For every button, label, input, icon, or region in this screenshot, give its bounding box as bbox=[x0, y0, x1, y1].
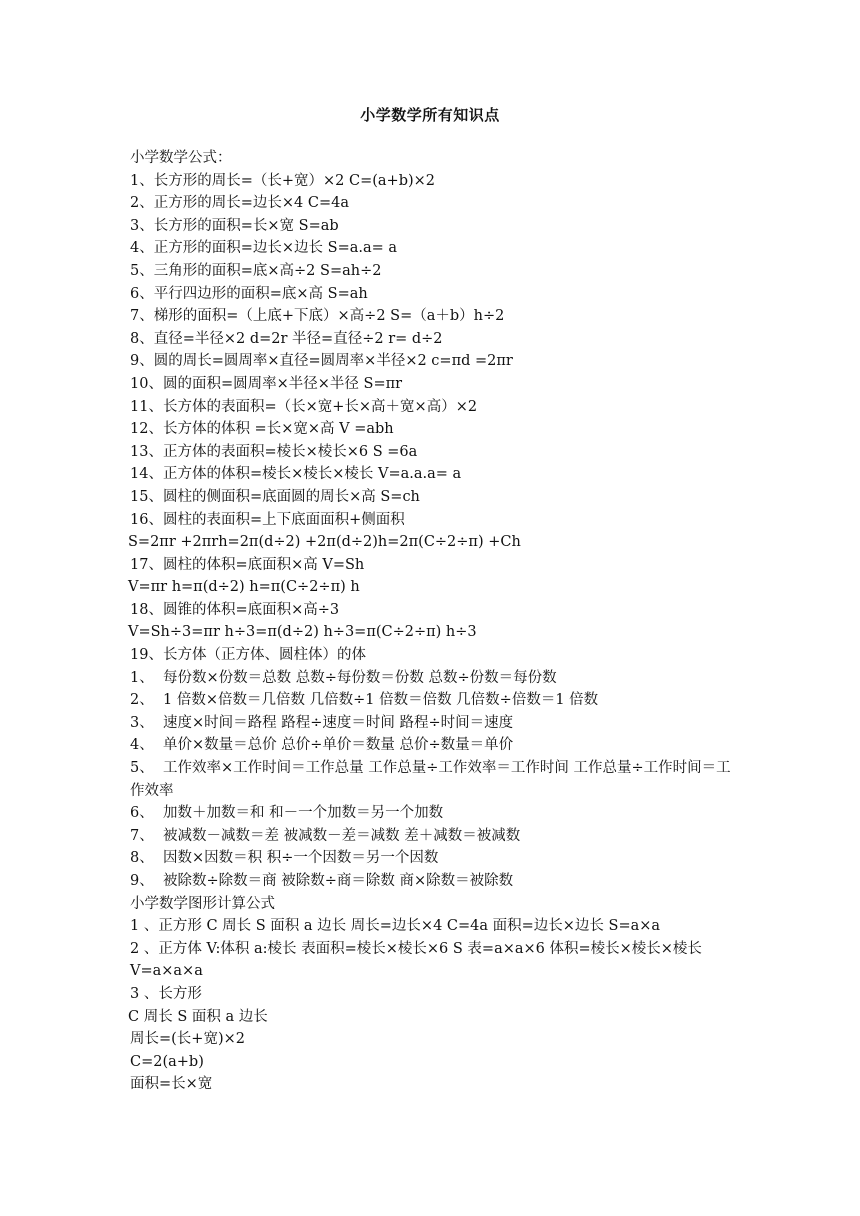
text-line: 2、正方形的周长=边长×4 C=4a bbox=[130, 195, 349, 212]
text-line: 19、长方体（正方体、圆柱体）的体 bbox=[130, 647, 366, 664]
relation-line bbox=[130, 870, 735, 893]
text-line: 2 、正方体 V:体积 a:棱长 表面积=棱长×棱长×6 S 表=a×a×6 体积=棱长×棱长×棱长 V=a×a×a bbox=[130, 940, 702, 980]
relation-text: 每份数×份数＝总数 总数÷每份数＝份数 总数÷份数＝每份数 bbox=[163, 669, 557, 686]
text-line: 13、正方体的表面积=棱长×棱长×6 S =6a bbox=[130, 443, 418, 460]
page-title: 小学数学所有知识点 bbox=[360, 106, 500, 124]
text-line: S=2πr +2πrh=2π(d÷2) +2π(d÷2)h=2π(C÷2÷π) +Ch bbox=[128, 534, 521, 551]
text-line: C 周长 S 面积 a 边长 bbox=[128, 1008, 268, 1025]
relation-text: 1 倍数×倍数＝几倍数 几倍数÷1 倍数＝倍数 几倍数÷倍数＝1 倍数 bbox=[163, 692, 599, 709]
text-line: 10、圆的面积=圆周率×半径×半径 S=πr bbox=[130, 375, 403, 392]
text-line: V=Sh÷3=πr h÷3=π(d÷2) h÷3=π(C÷2÷π) h÷3 bbox=[128, 624, 477, 641]
relation-line bbox=[130, 825, 735, 848]
relation-text: 因数×因数＝积 积÷一个因数＝另一个因数 bbox=[163, 850, 439, 867]
relation-number: 9、 bbox=[130, 873, 154, 889]
text-line: V=πr h=π(d÷2) h=π(C÷2÷π) h bbox=[128, 579, 360, 596]
text-line: 7、梯形的面积=（上底+下底）×高÷2 S=（a＋b）h÷2 bbox=[130, 308, 505, 325]
text-line: 16、圆柱的表面积=上下底面面积+侧面积 bbox=[130, 511, 405, 528]
relation-line bbox=[130, 689, 735, 712]
relation-text: 被除数÷除数＝商 被除数÷商＝除数 商×除数＝被除数 bbox=[163, 873, 514, 889]
text-line: 小学数学图形计算公式 bbox=[130, 895, 275, 912]
text-line: 6、平行四边形的面积=底×高 S=ah bbox=[130, 285, 368, 302]
relation-line bbox=[130, 667, 735, 690]
text-line: 8、直径=半径×2 d=2r 半径=直径÷2 r= d÷2 bbox=[130, 330, 443, 347]
relation-number: 3、 bbox=[130, 714, 154, 731]
relation-number: 8、 bbox=[130, 850, 154, 867]
text-line: C=2(a+b) bbox=[130, 1053, 204, 1070]
text-line: 14、正方体的体积=棱长×棱长×棱长 V=a.a.a= a bbox=[130, 466, 462, 483]
text-line: 11、长方体的表面积=（长×宽+长×高＋宽×高）×2 bbox=[130, 398, 478, 415]
text-line: 小学数学公式： bbox=[130, 150, 232, 166]
text-line: 9、圆的周长=圆周率×直径=圆周率×半径×2 c=πd =2πr bbox=[130, 353, 513, 370]
text-line: 1、长方形的周长=（长+宽）×2 C=(a+b)×2 bbox=[130, 172, 436, 189]
relation-section bbox=[130, 667, 735, 893]
relation-number: 7、 bbox=[130, 827, 154, 844]
text-line: 12、长方体的体积 =长×宽×高 V =abh bbox=[130, 421, 394, 438]
relation-text: 单价×数量＝总价 总价÷单价＝数量 总价÷数量＝单价 bbox=[163, 737, 514, 754]
relation-text: 加数＋加数＝和 和－一个加数＝另一个加数 bbox=[163, 805, 444, 822]
relation-text: 速度×时间＝路程 路程÷速度＝时间 路程÷时间＝速度 bbox=[163, 714, 514, 731]
formula-section bbox=[130, 147, 735, 667]
relation-text: 被减数－减数＝差 被减数－差＝减数 差＋减数＝被减数 bbox=[163, 827, 521, 844]
geometry-section bbox=[130, 893, 735, 1096]
text-line: 18、圆锥的体积=底面积×高÷3 bbox=[130, 601, 340, 618]
text-line: 5、三角形的面积=底×高÷2 S=ah÷2 bbox=[130, 262, 382, 279]
relation-number: 2、 bbox=[130, 692, 154, 709]
relation-text: 工作效率×工作时间＝工作总量 工作总量÷工作效率＝工作时间 工作总量÷工作时间＝工作效率 bbox=[130, 760, 731, 799]
relation-number: 1、 bbox=[130, 669, 154, 686]
relation-line bbox=[130, 802, 735, 825]
text-line: 3 、长方形 bbox=[130, 985, 202, 1002]
relation-line bbox=[130, 712, 735, 735]
relation-line bbox=[130, 734, 735, 757]
relation-number: 5、 bbox=[130, 760, 154, 777]
text-line: 4、正方形的面积=边长×边长 S=a.a= a bbox=[130, 240, 398, 257]
text-line: 15、圆柱的侧面积=底面圆的周长×高 S=ch bbox=[130, 488, 420, 505]
text-line: 17、圆柱的体积=底面积×高 V=Sh bbox=[130, 556, 365, 573]
text-line: 3、长方形的面积=长×宽 S=ab bbox=[130, 217, 339, 234]
text-line: 面积=长×宽 bbox=[130, 1076, 213, 1093]
text-line: 周长=(长+宽)×2 bbox=[130, 1031, 245, 1048]
text-line: 1 、正方形 C 周长 S 面积 a 边长 周长=边长×4 C=4a 面积=边长×边长 S=a×a bbox=[130, 918, 661, 935]
document-body bbox=[130, 147, 735, 1096]
relation-number: 4、 bbox=[130, 737, 154, 754]
relation-line bbox=[130, 757, 735, 802]
relation-number: 6、 bbox=[130, 805, 154, 822]
relation-line bbox=[130, 847, 735, 870]
